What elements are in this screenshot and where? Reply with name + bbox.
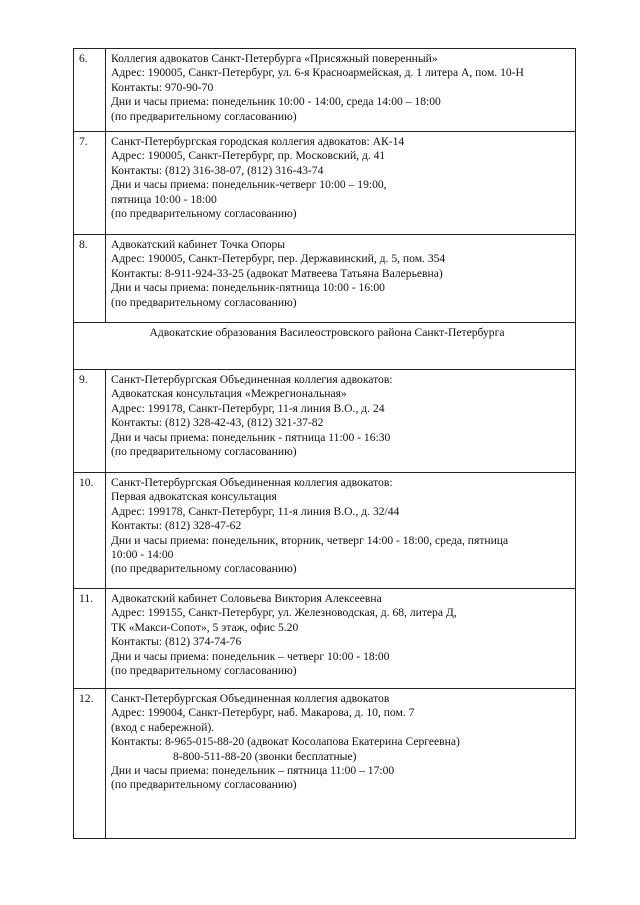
entry-contacts: Контакты: (812) 328-42-43, (812) 321-37-82 [111, 416, 324, 430]
entry-address-continued: (вход с набережной). [111, 720, 215, 734]
entry-hours-continued: 10:00 - 14:00 [111, 548, 174, 562]
entry-details [106, 589, 576, 689]
entry-contacts: Контакты: (812) 328-47-62 [111, 519, 242, 533]
entry-hours: Дни и часы приема: понедельник, вторник, четверг 14:00 - 18:00, среда, пятница [111, 533, 509, 547]
entry-number: 12. [74, 689, 106, 839]
entry-note: (по предварительному согласованию) [111, 295, 297, 309]
entry-contacts: Контакты: (812) 316-38-07, (812) 316-43-74 [111, 163, 324, 177]
entry-note: (по предварительному согласованию) [111, 562, 297, 576]
section-row [74, 323, 576, 370]
table-row [74, 689, 576, 839]
entry-organization-name: Адвокатский кабинет Точка Опоры [111, 238, 286, 251]
entry-contacts: Контакты: (812) 374-74-76 [111, 635, 242, 649]
entry-hours: Дни и часы приема: понедельник-четверг 10:00 – 19:00, [111, 178, 387, 192]
entry-organization-name: Санкт-Петербургская Объединенная коллегия адвокатов: [111, 476, 393, 489]
entry-note: (по предварительному согласованию) [111, 778, 297, 792]
table-row [74, 49, 576, 132]
entry-number: 11. [74, 589, 106, 689]
entry-details [106, 473, 576, 589]
entry-subdivision: Адвокатская консультация «Межрегиональная» [111, 387, 347, 401]
entry-note: (по предварительному согласованию) [111, 445, 297, 459]
entry-number: 6. [74, 49, 106, 132]
entry-address: Адрес: 199178, Санкт-Петербург, 11-я линия В.О., д. 24 [111, 401, 385, 415]
entry-address: Адрес: 190005, Санкт-Петербург, ул. 6-я Красноармейская, д. 1 литера А, пом. 10-Н [111, 66, 524, 80]
table-row [74, 473, 576, 589]
entry-address-continued: ТК «Макси-Сопот», 5 этаж, офис 5.20 [111, 620, 299, 634]
entry-note: (по предварительному согласованию) [111, 207, 297, 221]
entry-address: Адрес: 190005, Санкт-Петербург, пер. Державинский, д. 5, пом. 354 [111, 252, 446, 266]
entry-note: (по предварительному согласованию) [111, 664, 297, 678]
table-row [74, 235, 576, 323]
entry-hours-continued: пятница 10:00 - 18:00 [111, 192, 217, 206]
entry-organization-name: Адвокатский кабинет Соловьева Виктория Алексеевна [111, 592, 382, 605]
entry-subdivision: Первая адвокатская консультация [111, 490, 277, 504]
entry-hours: Дни и часы приема: понедельник-пятница 10:00 - 16:00 [111, 281, 385, 295]
entry-organization-name: Коллегия адвокатов Санкт-Петербурга «Присяжный поверенный» [111, 52, 438, 65]
entry-organization-name: Санкт-Петербургская городская коллегия адвокатов: АК-14 [111, 135, 405, 148]
entry-hours: Дни и часы приема: понедельник 10:00 - 14:00, среда 14:00 – 18:00 [111, 95, 441, 109]
entry-address: Адрес: 199004, Санкт-Петербург, наб. Макарова, д. 10, пом. 7 [111, 706, 415, 720]
entry-contacts: Контакты: 8-911-924-33-25 (адвокат Матвеева Татьяна Валерьевна) [111, 266, 443, 280]
entry-details [106, 689, 576, 839]
entry-organization-name: Санкт-Петербургская Объединенная коллегия адвокатов: [111, 373, 393, 386]
entry-number: 9. [74, 370, 106, 473]
table-row [74, 370, 576, 473]
entry-hours: Дни и часы приема: понедельник – четверг 10:00 - 18:00 [111, 649, 390, 663]
entry-details [106, 49, 576, 132]
entry-contacts: Контакты: 970-90-70 [111, 80, 214, 94]
entry-number: 7. [74, 132, 106, 235]
table-row [74, 132, 576, 235]
section-heading: Адвокатские образования Василеостровского района Санкт-Петербурга [74, 323, 576, 370]
entry-details [106, 235, 576, 323]
bar-associations-table [73, 48, 576, 839]
table-row [74, 589, 576, 689]
entry-address: Адрес: 199178, Санкт-Петербург, 11-я линия В.О., д. 32/44 [111, 504, 400, 518]
entry-note: (по предварительному согласованию) [111, 109, 297, 123]
entry-hours: Дни и часы приема: понедельник – пятница 11:00 – 17:00 [111, 764, 395, 778]
entry-address: Адрес: 190005, Санкт-Петербург, пр. Московский, д. 41 [111, 149, 386, 163]
entry-details [106, 132, 576, 235]
entry-contacts-continued: 8-800-511-88-20 (звонки бесплатные) [173, 749, 357, 763]
entry-organization-name: Санкт-Петербургская Объединенная коллегия адвокатов [111, 692, 390, 705]
entry-details [106, 370, 576, 473]
entry-address: Адрес: 199155, Санкт-Петербург, ул. Железноводская, д. 68, литера Д, [111, 606, 457, 620]
entry-number: 8. [74, 235, 106, 323]
entry-hours: Дни и часы приема: понедельник - пятница 11:00 - 16:30 [111, 430, 391, 444]
entry-number: 10. [74, 473, 106, 589]
entry-contacts: Контакты: 8-965-015-88-20 (адвокат Косолапова Екатерина Сергеевна) [111, 735, 460, 749]
